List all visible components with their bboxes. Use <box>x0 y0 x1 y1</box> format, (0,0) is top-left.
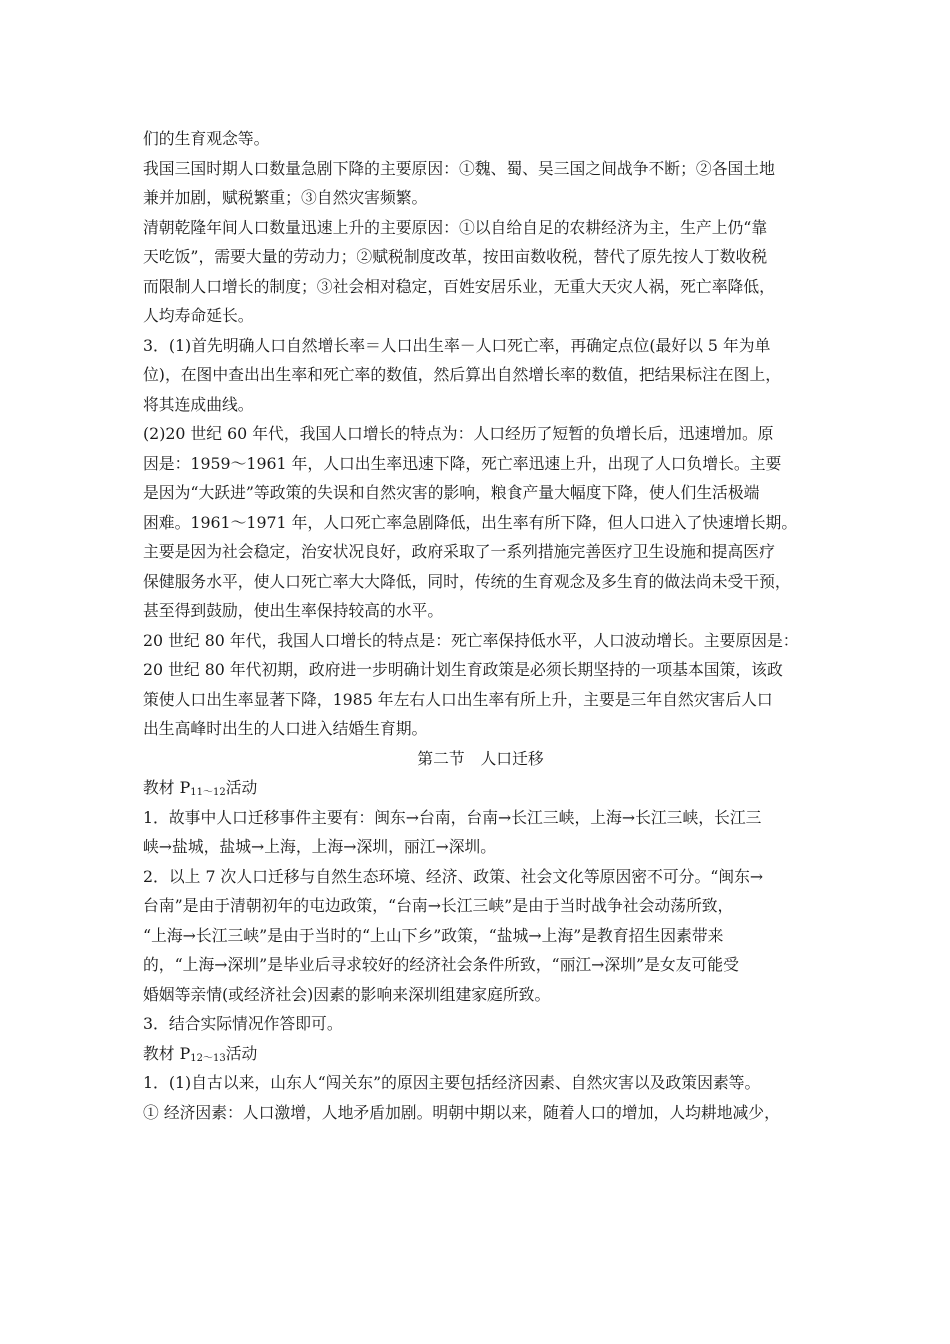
text-line: 1．(1)自古以来，山东人“闯关东”的原因主要包括经济因素、自然灾害以及政策因素等。 <box>143 1073 761 1092</box>
text-line: 台南”是由于清朝初年的屯边政策，“台南→长江三峡”是由于当时战争社会动荡所致， <box>143 896 734 915</box>
page-range-subscript: 11～12 <box>190 787 226 798</box>
textbook-activity-heading-2 <box>143 1039 818 1069</box>
text-line: 因是：1959～1961 年，人口出生率迅速下降，死亡率迅速上升，出现了人口负增长。主要 <box>143 453 782 473</box>
text-line: ① 经济因素：人口激增，人地矛盾加剧。明朝中期以来，随着人口的增加，人均耕地减少， <box>143 1102 780 1122</box>
text-line: 婚姻等亲情(或经济社会)因素的影响来深圳组建家庭所致。 <box>143 984 551 1004</box>
body-text-block-1 <box>143 124 818 744</box>
text-line: 是因为“大跃进”等政策的失误和自然灾害的影响，粮食产量大幅度下降，使人们生活极端 <box>143 483 760 502</box>
text-line: 3．结合实际情况作答即可。 <box>143 1014 343 1033</box>
text-line: “上海→长江三峡”是由于当时的“上山下乡”政策，“盐城→上海”是教育招生因素带来 <box>143 925 724 945</box>
text-line: 天吃饭”，需要大量的劳动力；②赋税制度改革，按田亩数收税，替代了原先按人丁数收税 <box>143 247 768 266</box>
text-line: 清朝乾隆年间人口数量迅速上升的主要原因：①以自给自足的农耕经济为主，生产上仍“靠 <box>143 217 768 237</box>
text-line: 兼并加剧，赋税繁重；③自然灾害频繁。 <box>143 188 428 207</box>
text-line: 位)，在图中查出出生率和死亡率的数值，然后算出自然增长率的数值，把结果标注在图上， <box>143 365 782 384</box>
text-line: 人均寿命延长。 <box>143 306 254 325</box>
text-line: 峡→盐城，盐城→上海，上海→深圳，丽江→深圳。 <box>143 837 497 856</box>
text-line: 困难。1961～1971 年，人口死亡率急剧降低，出生率有所下降，但人口进入了快速增长期。 <box>143 512 798 532</box>
text-line: 策使人口出生率显著下降，1985 年左右人口出生率有所上升，主要是三年自然灾害后人口 <box>143 689 773 709</box>
page-range-subscript: 12～13 <box>190 1052 226 1064</box>
text-line: 们的生育观念等。 <box>143 129 270 148</box>
text-line: 的，“上海→深圳”是毕业后寻求较好的经济社会条件所致，“丽江→深圳”是女友可能受 <box>143 955 739 974</box>
text-line: 保健服务水平，使人口死亡率大大降低，同时，传统的生育观念及多生育的做法尚未受干预， <box>143 571 791 591</box>
textbook-activity-heading-1 <box>143 773 818 803</box>
heading-prefix: 教材 P <box>143 1043 191 1063</box>
body-text-block-3 <box>143 1068 818 1127</box>
document-page <box>143 124 818 1127</box>
text-line: 将其连成曲线。 <box>143 394 254 414</box>
text-line: 而限制人口增长的制度；③社会相对稳定，百姓安居乐业，无重大天灾人祸，死亡率降低， <box>143 276 775 296</box>
text-line: 甚至得到鼓励，使出生率保持较高的水平。 <box>143 601 444 620</box>
text-line: 3．(1)首先明确人口自然增长率＝人口出生率－人口死亡率，再确定点位(最好以 5 年为单 <box>143 335 771 355</box>
text-line: 2．以上 7 次人口迁移与自然生态环境、经济、政策、社会文化等原因密不可分。“闽东→ <box>143 866 764 886</box>
text-line: 主要是因为社会稳定，治安状况良好，政府采取了一系列措施完善医疗卫生设施和提高医疗 <box>143 542 775 561</box>
text-line: 20 世纪 80 年代初期，政府进一步明确计划生育政策是必须长期坚持的一项基本国策，该政 <box>143 660 783 679</box>
text-line: 我国三国时期人口数量急剧下降的主要原因：①魏、蜀、吴三国之间战争不断；②各国土地 <box>143 158 775 178</box>
text-line: 20 世纪 80 年代，我国人口增长的特点是：死亡率保持低水平，人口波动增长。主要原因是： <box>143 630 799 650</box>
section-title: 第二节 人口迁移 <box>417 748 544 768</box>
heading-prefix: 教材 P <box>143 778 191 797</box>
text-line: 1．故事中人口迁移事件主要有：闽东→台南，台南→长江三峡，上海→长江三峡，长江三 <box>143 807 762 827</box>
body-text-block-2 <box>143 803 818 1039</box>
heading-suffix: 活动 <box>225 778 258 797</box>
text-line: (2)20 世纪 60 年代，我国人口增长的特点为：人口经历了短暂的负增长后，迅速增加。原 <box>143 424 774 443</box>
text-line: 出生高峰时出生的人口进入结婚生育期。 <box>143 719 428 738</box>
heading-suffix: 活动 <box>225 1043 258 1063</box>
